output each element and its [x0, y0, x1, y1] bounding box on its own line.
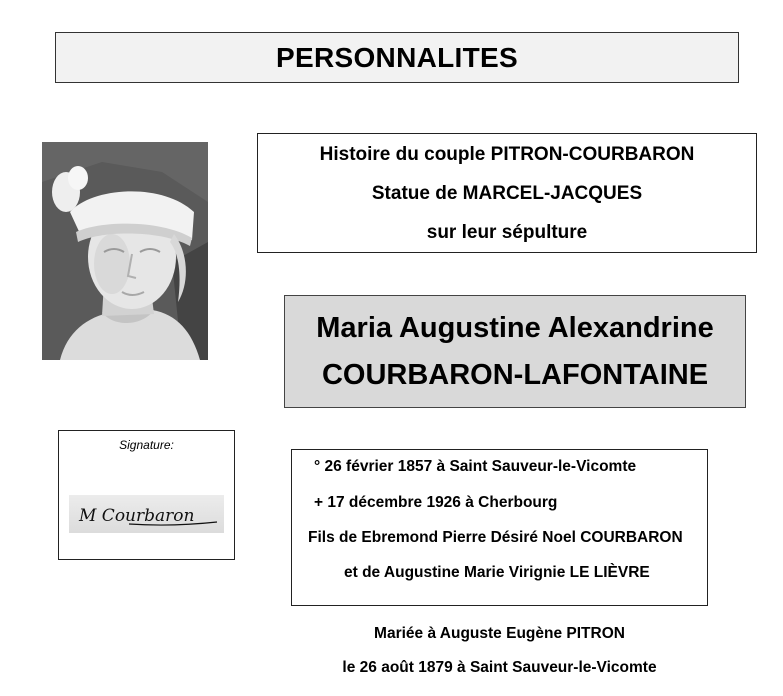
person-name-box [284, 295, 746, 408]
birth-info: ° 26 février 1857 à Saint Sauveur-le-Vicomte [314, 458, 637, 475]
person-given-names: Maria Augustine Alexandrine [316, 311, 714, 344]
title-banner [55, 32, 739, 83]
mother-info: et de Augustine Marie Virignie LE LIÈVRE [344, 564, 650, 581]
signature-image [69, 495, 224, 533]
father-info: Fils de Ebremond Pierre Désiré Noel COURBARON [308, 529, 683, 546]
history-line-1: Histoire du couple PITRON-COURBARON [319, 143, 695, 165]
marriage-date: le 26 août 1879 à Saint Sauveur-le-Vicomte [342, 659, 657, 676]
history-line-3: sur leur sépulture [426, 221, 588, 243]
signature-text: M Courbaron [79, 506, 195, 526]
history-line-2: Statue de MARCEL-JACQUES [371, 182, 643, 204]
history-caption [257, 133, 757, 253]
person-surname: COURBARON-LAFONTAINE [321, 358, 709, 391]
marriage-spouse: Mariée à Auguste Eugène PITRON [374, 625, 625, 642]
handwritten-signature [69, 495, 224, 533]
biographical-details [291, 449, 708, 606]
page-title: PERSONNALITES [276, 41, 518, 73]
statue-bust-image [42, 142, 208, 360]
signature-label: Signature: [119, 438, 174, 452]
death-info: + 17 décembre 1926 à Cherbourg [314, 494, 558, 511]
signature-box [58, 430, 235, 560]
statue-photo [42, 142, 208, 360]
